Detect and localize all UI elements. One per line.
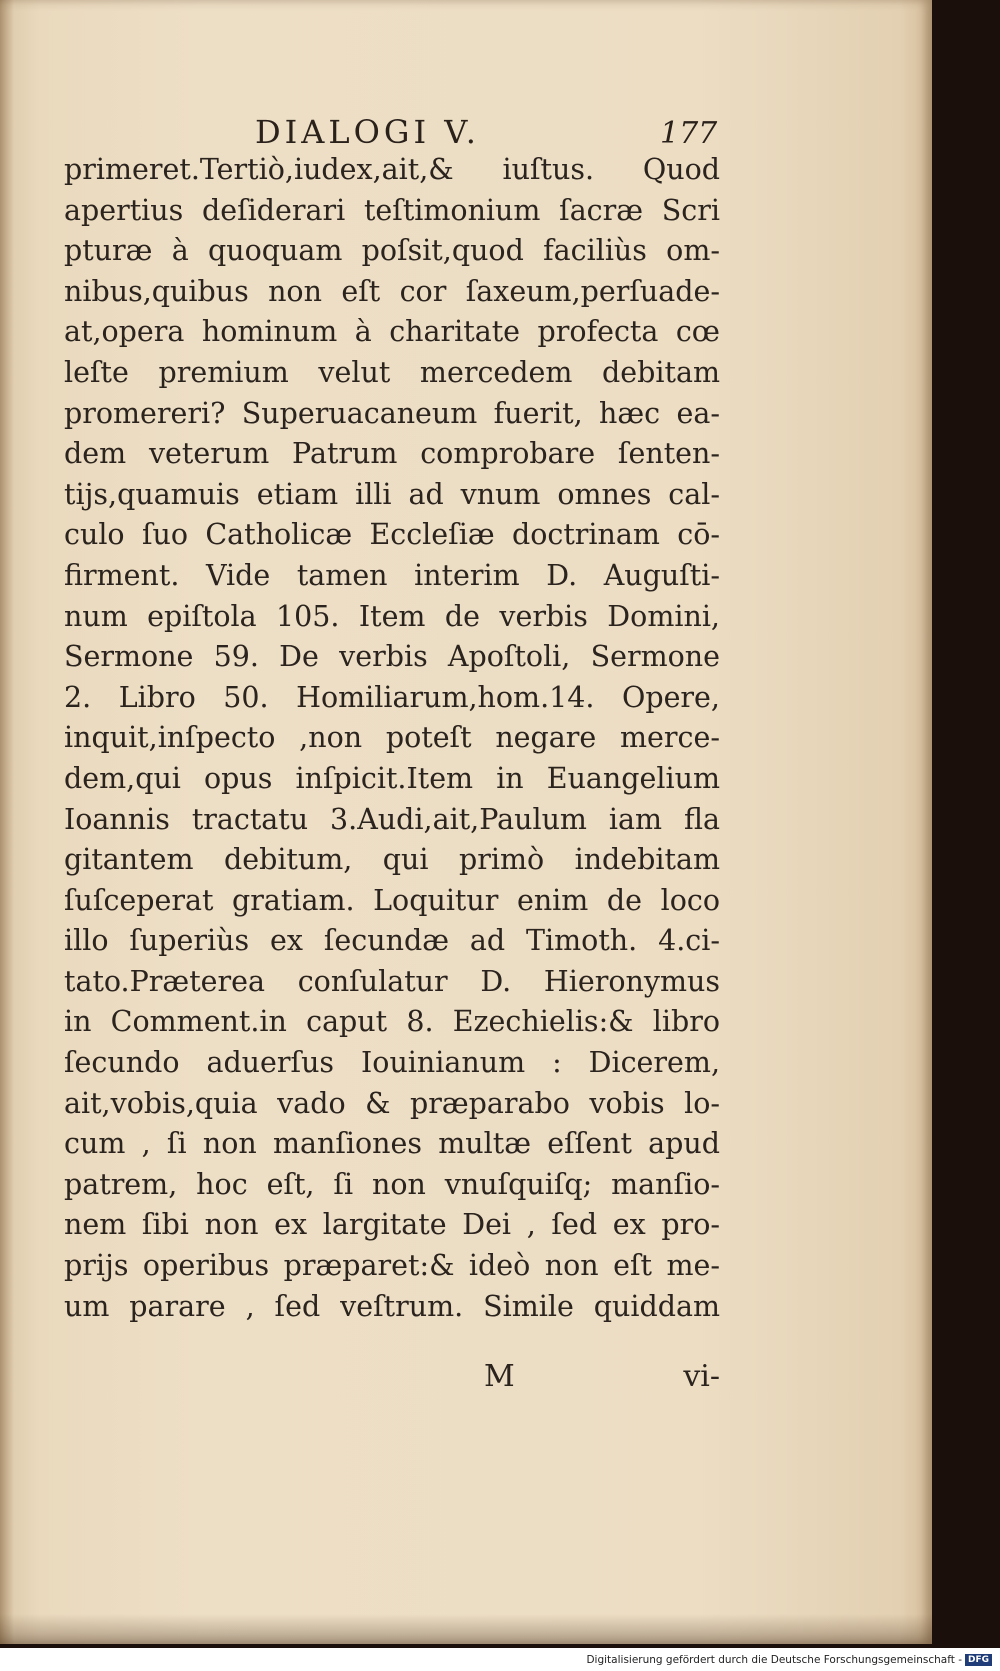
- page-number: 177: [660, 116, 718, 151]
- text-line: inquit,inſpecto ,non poteſt negare merce-: [64, 721, 720, 755]
- text-line: gitantem debitum, qui primò indebitam: [64, 843, 720, 877]
- text-line: firment. Vide tamen interim D. Auguſti-: [64, 558, 720, 592]
- signature-mark: M: [484, 1359, 515, 1394]
- text-line: illo ſuperiùs ex ſecundæ ad Timoth. 4.ci-: [64, 924, 720, 958]
- running-title: DIALOGI V.: [255, 113, 480, 151]
- text-line: promereri? Superuacaneum fuerit, hæc ea-: [64, 396, 720, 430]
- text-line: tato.Præterea conſulatur D. Hieronymus: [64, 964, 720, 998]
- dfg-logo: DFG: [965, 1654, 992, 1666]
- text-line: pturæ à quoquam poſsit,quod faciliùs om-: [64, 234, 720, 268]
- catchword: vi-: [683, 1359, 720, 1394]
- text-line: dem veterum Patrum comprobare ſenten-: [64, 437, 720, 471]
- credit-text: Digitalisierung gefördert durch die Deutsche Forschungsgemeinschaft -: [586, 1654, 962, 1666]
- text-line: patrem, hoc eſt, ſi non vnuſquiſq; manſio-: [64, 1167, 720, 1201]
- text-line: ait,vobis,quia vado & præparabo vobis lo-: [64, 1086, 720, 1120]
- page-footer: [64, 1357, 720, 1397]
- text-line: cum , ſi non manſiones multæ eſſent apud: [64, 1127, 720, 1161]
- text-line: dem,qui opus inſpicit.Item in Euangelium: [64, 761, 720, 795]
- text-line: num epiſtola 105. Item de verbis Domini,: [64, 599, 720, 633]
- text-line: nibus,quibus non eſt cor ſaxeum,perſuade-: [64, 274, 720, 308]
- text-line: um parare , ſed veſtrum. Simile quiddam: [64, 1289, 720, 1323]
- text-line: apertius deſiderari teſtimonium ſacræ Scri: [64, 193, 720, 227]
- digitization-credit: [586, 1652, 992, 1668]
- page-header: [0, 112, 932, 152]
- text-line: primeret.Tertiò,iudex,ait,& iuſtus. Quod: [64, 153, 720, 186]
- text-line: Sermone 59. De verbis Apoſtoli, Sermone: [64, 640, 720, 674]
- text-line: in Comment.in caput 8. Ezechielis:& libro: [64, 1005, 720, 1039]
- text-line: prijs operibus præparet:& ideò non eſt me-: [64, 1249, 720, 1283]
- text-line: Ioannis tractatu 3.Audi,ait,Paulum iam fla: [64, 802, 720, 836]
- text-line: tijs,quamuis etiam illi ad vnum omnes cal-: [64, 477, 720, 511]
- body-text: [64, 150, 720, 1327]
- text-line: 2. Libro 50. Homiliarum,hom.14. Opere,: [64, 680, 720, 714]
- text-line: nem ſibi non ex largitate Dei , ſed ex pro-: [64, 1208, 720, 1242]
- text-line: culo ſuo Catholicæ Eccleſiæ doctrinam cō-: [64, 518, 720, 552]
- text-line: leſte premium velut mercedem debitam: [64, 355, 720, 389]
- text-line: at,opera hominum à charitate profecta cœ: [64, 315, 720, 349]
- gutter-shadow: [0, 0, 14, 1644]
- text-line: ſuſceperat gratiam. Loquitur enim de loco: [64, 883, 720, 917]
- text-line: ſecundo aduerſus Iouinianum : Dicerem,: [64, 1046, 720, 1080]
